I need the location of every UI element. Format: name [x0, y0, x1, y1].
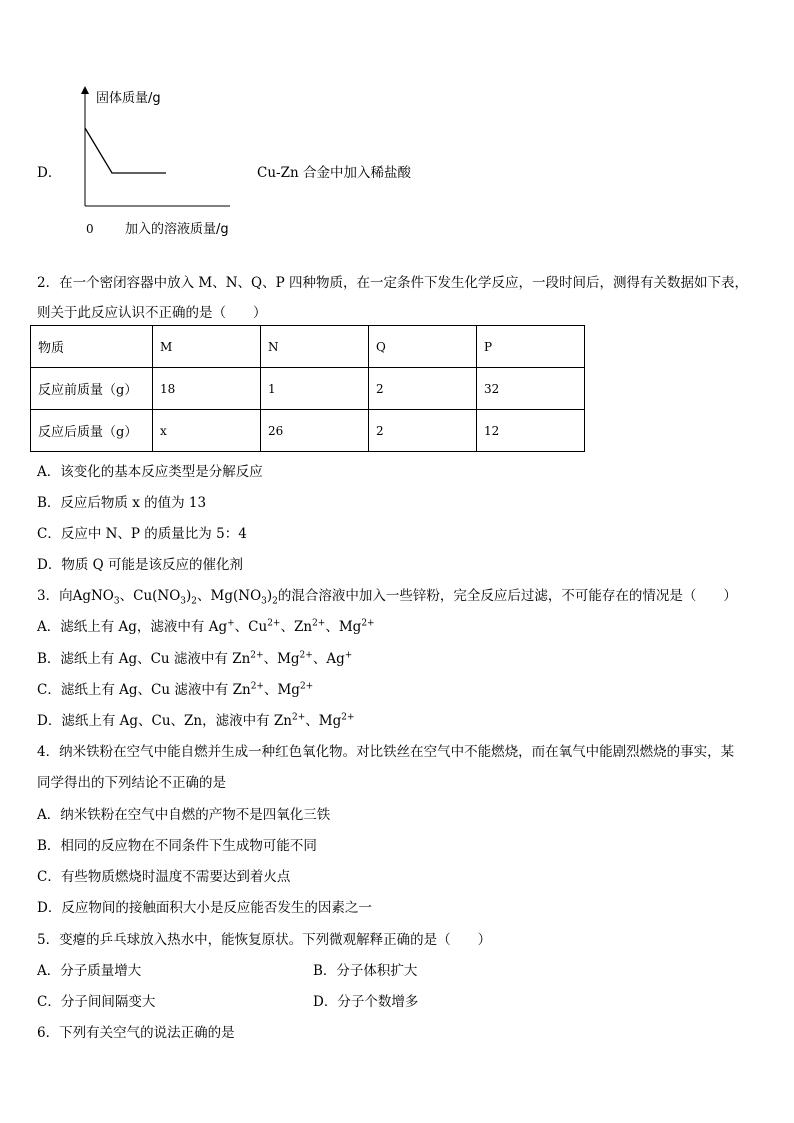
q2-stem-line1: 2．在一个密闭容器中放入 M、N、Q、P 四种物质，在一定条件下发生化学反应，一段时间后，测得有关数据如下表，	[37, 275, 748, 291]
table-header-cell: M	[153, 326, 261, 368]
series-line	[85, 128, 166, 173]
table-cell: 1	[261, 368, 369, 410]
q3-stem: 3．向AgNO$_3$、$Cu(NO_3)_2$、$Mg(NO_3)_2$的混合溶液中加入一些锌粉，完全反应后过滤，不可能存在的情况是（ ）	[37, 588, 737, 607]
q5-option-a: A．分子质量增大	[37, 963, 142, 979]
q3-option-d: D．滤纸上有 Ag、Cu、Zn，滤液中有 $Zn^{2+}$、$Mg^{2+}$	[37, 712, 355, 729]
table-cell: 12	[477, 410, 585, 452]
q4-option-c: C．有些物质燃烧时温度不需要达到着火点	[37, 869, 291, 885]
mass-data-table	[30, 325, 585, 452]
table-header-row	[31, 326, 585, 368]
q4-stem-line1: 4．纳米铁粉在空气中能自燃并生成一种红色氧化物。对比铁丝在空气中不能燃烧，而在氧气中能剧烈燃烧的事实，某	[37, 744, 735, 760]
origin-label: 0	[86, 222, 94, 236]
solid-mass-chart	[60, 86, 260, 236]
table-cell: 32	[477, 368, 585, 410]
q5-option-d: D．分子个数增多	[313, 994, 419, 1010]
q3-option-b: B．滤纸上有 Ag、Cu 滤液中有 $Zn^{2+}$、$Mg^{2+}$、Ag+	[37, 650, 353, 667]
q3-option-a: A．滤纸上有 Ag，滤液中有 Ag+、$Cu^{2+}$、$Zn^{2+}$、$Mg^{2+}$	[37, 618, 375, 635]
option-d-label: D．	[37, 165, 62, 181]
q5-option-c: C．分子间间隔变大	[37, 994, 156, 1010]
table-header-cell: N	[261, 326, 369, 368]
q4-option-d: D．反应物间的接触面积大小是反应能否发生的因素之一	[37, 900, 372, 916]
table-cell: x	[153, 410, 261, 452]
table-cell: 2	[369, 410, 477, 452]
q2-option-c: C．反应中 N、P 的质量比为 5：4	[37, 526, 247, 542]
q4-option-a: A．纳米铁粉在空气中自燃的产物不是四氧化三铁	[37, 807, 331, 823]
table-header-cell: Q	[369, 326, 477, 368]
table-row	[31, 410, 585, 452]
q5-stem: 5．变瘪的乒乓球放入热水中，能恢复原状。下列微观解释正确的是（ ）	[37, 932, 492, 948]
q4-option-b: B．相同的反应物在不同条件下生成物可能不同	[37, 838, 317, 854]
chart-caption: Cu-Zn 合金中加入稀盐酸	[257, 165, 411, 181]
y-axis-arrow-icon	[81, 86, 89, 94]
table-cell: 26	[261, 410, 369, 452]
q2-option-d: D．物质 Q 可能是该反应的催化剂	[37, 557, 243, 573]
table-cell: 反应后质量（g）	[31, 410, 153, 452]
q4-stem-line2: 同学得出的下列结论不正确的是	[37, 775, 226, 791]
q3-option-c: C．滤纸上有 Ag、Cu 滤液中有 $Zn^{2+}$、$Mg^{2+}$	[37, 681, 314, 698]
q2-option-a: A．该变化的基本反应类型是分解反应	[37, 464, 263, 480]
table-cell: 2	[369, 368, 477, 410]
table-row	[31, 368, 585, 410]
q2-option-b: B．反应后物质 x 的值为 13	[37, 495, 207, 511]
q6-stem: 6．下列有关空气的说法正确的是	[37, 1025, 235, 1041]
table-header-cell: 物质	[31, 326, 153, 368]
table-cell: 18	[153, 368, 261, 410]
table-header-cell: P	[477, 326, 585, 368]
table-cell: 反应前质量（g）	[31, 368, 153, 410]
y-axis-label: 固体质量/g	[96, 91, 161, 106]
x-axis-label: 加入的溶液质量/g	[125, 222, 229, 236]
q5-option-b: B．分子体积扩大	[313, 963, 418, 979]
q2-stem-line2: 则关于此反应认识不正确的是（ ）	[37, 305, 267, 321]
